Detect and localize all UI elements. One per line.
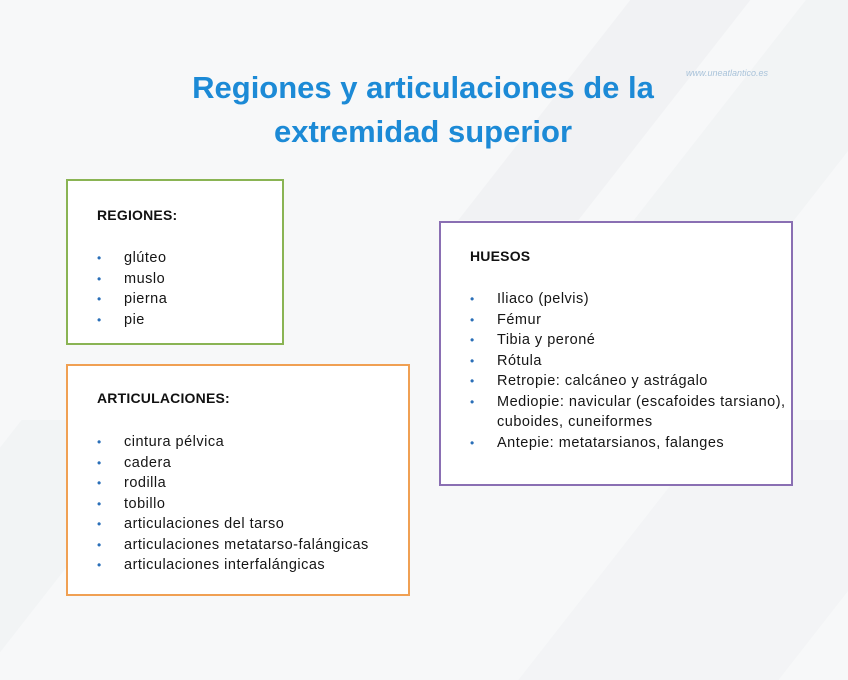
list-item-text: Iliaco (pelvis) — [497, 291, 590, 307]
list-item-text: Fémur — [497, 311, 542, 328]
list-item-text: pierna — [124, 291, 168, 307]
bullet-dot-icon: • — [470, 353, 475, 368]
list-item-text: Mediopie: navicular (escafoides tarsiano), cuboides, cuneiformes — [497, 393, 786, 430]
list-item-text: glúteo — [124, 250, 167, 266]
list-item-text: cadera — [124, 454, 172, 471]
list-item — [470, 392, 790, 433]
list-item — [97, 514, 369, 535]
regiones-list — [97, 248, 167, 330]
list-item-text: Retropie: calcáneo y astrágalo — [497, 373, 708, 389]
list-item-text: articulaciones del tarso — [124, 516, 285, 532]
list-item — [470, 310, 790, 331]
regiones-box — [66, 179, 284, 345]
list-item-text: tobillo — [124, 495, 166, 512]
articulaciones-box — [66, 364, 410, 596]
list-item-text: cintura pélvica — [124, 434, 225, 450]
list-item-text: rodilla — [124, 475, 167, 491]
bullet-dot-icon: • — [97, 251, 102, 265]
bullet-dot-icon: • — [97, 558, 102, 572]
slide-title-line-1: Regiones y articulaciones de la — [192, 70, 654, 105]
list-item-text: articulaciones metatarso-falángicas — [124, 536, 369, 553]
slide-title — [150, 66, 696, 154]
bullet-dot-icon: • — [470, 435, 475, 450]
list-item-text: articulaciones interfalángicas — [124, 557, 326, 573]
huesos-box — [439, 221, 793, 486]
list-item — [470, 289, 790, 310]
bullet-dot-icon: • — [97, 496, 102, 511]
bullet-dot-icon: • — [97, 476, 102, 490]
articulaciones-list — [97, 432, 369, 576]
bullet-dot-icon: • — [470, 312, 475, 327]
list-item — [97, 473, 369, 494]
bullet-dot-icon: • — [470, 394, 475, 409]
bullet-dot-icon: • — [97, 271, 102, 286]
list-item — [97, 289, 167, 310]
regiones-heading: REGIONES: — [97, 207, 178, 223]
list-item — [470, 371, 790, 392]
list-item — [470, 351, 790, 372]
bullet-dot-icon: • — [470, 292, 475, 306]
website-watermark: www.uneatlantico.es — [686, 68, 769, 78]
list-item — [97, 310, 167, 331]
list-item-text: Antepie: metatarsianos, falanges — [497, 434, 725, 451]
list-item — [97, 248, 167, 269]
list-item — [97, 269, 167, 290]
list-item — [470, 330, 790, 351]
list-item — [97, 453, 369, 474]
list-item-text: Rótula — [497, 352, 542, 369]
bullet-dot-icon: • — [97, 435, 102, 449]
huesos-heading: HUESOS — [470, 248, 531, 264]
list-item — [97, 494, 369, 515]
list-item — [97, 535, 369, 556]
bullet-dot-icon: • — [97, 455, 102, 470]
bullet-dot-icon: • — [470, 333, 475, 347]
bullet-dot-icon: • — [97, 537, 102, 552]
list-item — [470, 433, 790, 454]
list-item — [97, 555, 369, 576]
list-item-text: muslo — [124, 270, 166, 287]
slide-title-line-2: extremidad superior — [273, 114, 573, 149]
bullet-dot-icon: • — [97, 292, 102, 306]
bullet-dot-icon: • — [97, 517, 102, 531]
bullet-dot-icon: • — [470, 374, 475, 388]
huesos-list — [470, 289, 790, 453]
articulaciones-heading: ARTICULACIONES: — [97, 390, 230, 406]
list-item-text: pie — [124, 311, 145, 328]
list-item — [97, 432, 369, 453]
bullet-dot-icon: • — [97, 312, 102, 327]
list-item-text: Tibia y peroné — [497, 332, 596, 348]
